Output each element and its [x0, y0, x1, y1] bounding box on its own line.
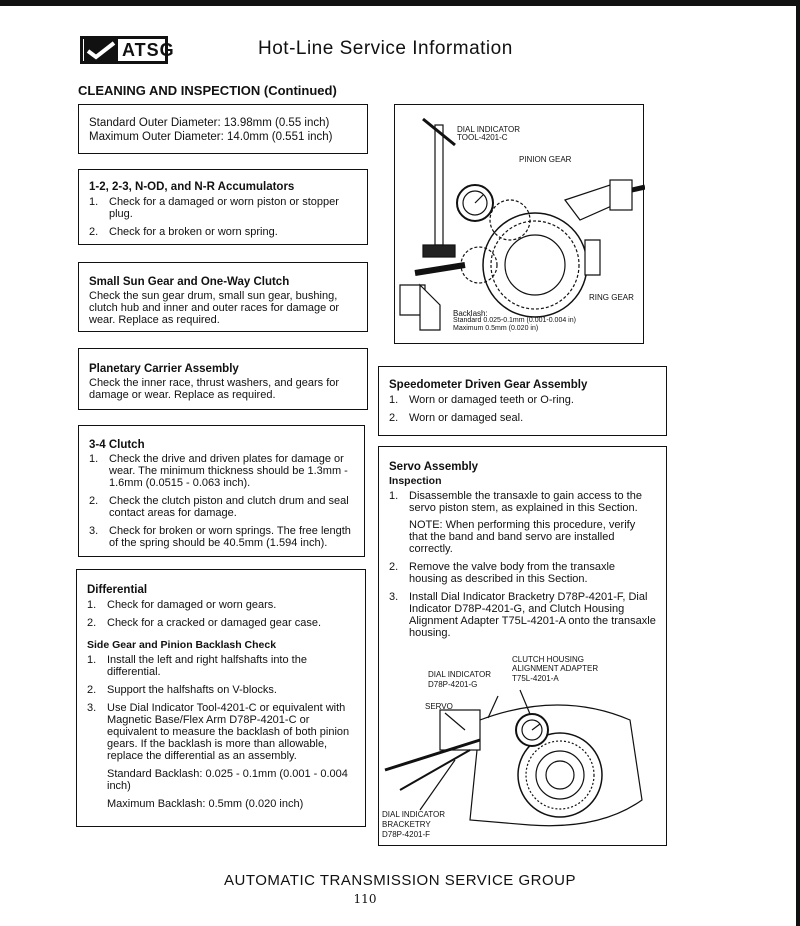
item-text: Install the left and right halfshafts into the differential.: [107, 654, 307, 678]
item-text: Support the halfshafts on V-blocks.: [107, 684, 277, 696]
list-item: [389, 591, 656, 639]
item-number: 1.: [389, 490, 399, 502]
page-header-title: Hot-Line Service Information: [258, 38, 513, 59]
item-text: Install Dial Indicator Bracketry D78P-4201-F, Dial Indicator D78P-4201-G, and Clutch Housing Alignment Adapter T75L-4201-A onto the transaxle housing.: [409, 591, 656, 639]
item-number: 1.: [87, 654, 97, 666]
list-item: [89, 525, 354, 549]
item-text: Use Dial Indicator Tool-4201-C or equivalent with Magnetic Base/Flex Arm D78P-4201-C or equivalent to measure the backlash of both pinion gears. If the backlash is more than allowable, replace the differential as an assembly.: [107, 702, 350, 762]
item-text: Check for a damaged or worn piston or stopper plug.: [109, 196, 339, 220]
accumulators-title: 1-2, 2-3, N-OD, and N-R Accumulators: [89, 181, 295, 193]
item-number: 3.: [87, 702, 97, 714]
pinion-gear-label: PINION GEAR: [519, 155, 572, 164]
item-text: Check the clutch piston and clutch drum and seal contact areas for damage.: [109, 495, 349, 519]
diameter-standard: Standard Outer Diameter: 13.98mm (0.55 inch): [89, 117, 330, 129]
page-number: 110: [353, 892, 377, 906]
list-item: [389, 394, 656, 406]
item-text: Check for damaged or worn gears.: [107, 599, 277, 611]
list-item: [89, 196, 357, 220]
backlash-maximum: Maximum 0.5mm (0.020 in): [453, 325, 539, 332]
right-border: [796, 0, 800, 926]
diameter-maximum: Maximum Outer Diameter: 14.0mm (0.551 inch): [89, 131, 333, 143]
list-item: [89, 226, 357, 238]
tool-label: TOOL-4201-C: [457, 133, 508, 142]
item-text: Worn or damaged teeth or O-ring.: [409, 394, 574, 406]
list-item: [89, 453, 354, 489]
checkmark-logo-icon: [84, 39, 118, 61]
inspection-subtitle: Inspection: [389, 475, 442, 487]
item-number: 3.: [89, 525, 99, 537]
bracketry-label-1: DIAL INDICATOR: [382, 810, 445, 819]
dial-indicator-label: DIAL INDICATOR: [457, 125, 520, 134]
item-number: 1.: [89, 196, 99, 208]
servo-note: NOTE: When performing this procedure, verify that the band and band servo are installed correctly.: [409, 519, 636, 555]
item-number: 1.: [89, 453, 99, 465]
item-number: 3.: [389, 591, 399, 603]
item-text: Remove the valve body from the transaxle housing as described in this Section.: [409, 561, 616, 585]
clutch34-title: 3-4 Clutch: [89, 439, 145, 451]
speedometer-title: Speedometer Driven Gear Assembly: [389, 379, 588, 391]
atsg-logo: [80, 36, 175, 64]
backlash-figure: [394, 104, 644, 344]
item-number: 2.: [87, 684, 97, 696]
diameter-box: [78, 104, 368, 154]
item-text: Check for a broken or worn spring.: [109, 226, 278, 238]
item-text: Check the drive and driven plates for damage or wear. The minimum thickness should be 1.3mm - 1.6mm (0.0515 - 0.063 inch).: [109, 453, 348, 489]
item-text: Worn or damaged seal.: [409, 412, 524, 424]
footer-org: AUTOMATIC TRANSMISSION SERVICE GROUP: [224, 872, 576, 889]
dial-indicator-part-label: D78P-4201-G: [428, 680, 478, 689]
list-item: [87, 599, 355, 611]
item-number: 2.: [89, 226, 99, 238]
standard-backlash: Standard Backlash: 0.025 - 0.1mm (0.001 - 0.004 inch): [107, 768, 348, 792]
list-item: [389, 561, 656, 585]
max-backlash: Maximum Backlash: 0.5mm (0.020 inch): [107, 798, 304, 810]
planetary-title: Planetary Carrier Assembly: [89, 363, 239, 375]
item-number: 2.: [389, 561, 399, 573]
planetary-box: [78, 348, 368, 410]
servo-title: Servo Assembly: [389, 461, 479, 473]
accumulators-box: [78, 169, 368, 245]
list-item: [87, 617, 355, 629]
list-item: [389, 490, 656, 514]
backlash-standard: Standard 0.025-0.1mm (0.001-0.004 in): [453, 317, 576, 324]
sun-gear-title: Small Sun Gear and One-Way Clutch: [89, 276, 290, 288]
list-item: [389, 412, 656, 424]
sun-gear-box: [78, 262, 368, 332]
bracketry-label-2: BRACKETRY: [382, 820, 431, 829]
differential-box: [76, 569, 366, 827]
ring-gear-label: RING GEAR: [589, 293, 634, 302]
differential-title: Differential: [87, 584, 148, 596]
list-item: [89, 495, 354, 519]
item-number: 1.: [389, 394, 399, 406]
item-number: 2.: [87, 617, 97, 629]
item-text: Check for broken or worn springs. The free length of the spring should be 40.5mm (1.594 inch).: [109, 525, 351, 549]
planetary-text: Check the inner race, thrust washers, and gears for damage or wear. Replace as required.: [89, 377, 340, 401]
list-item: [87, 684, 355, 696]
dial-indicator-label: DIAL INDICATOR: [428, 670, 491, 679]
item-number: 1.: [87, 599, 97, 611]
sun-gear-text: Check the sun gear drum, small sun gear, bushing, clutch hub and inner and outer races for damage or wear. Replace as required.: [89, 290, 340, 326]
clutch-housing-label: CLUTCH HOUSING: [512, 655, 585, 664]
logo-text: ATSG: [122, 39, 175, 60]
section-title: CLEANING AND INSPECTION (Continued): [78, 83, 337, 98]
backlash-illustration: [395, 105, 645, 345]
backlash-label: Backlash:: [453, 309, 488, 318]
adapter-part-label: T75L-4201-A: [512, 674, 559, 683]
bracketry-part-label: D78P-4201-F: [382, 830, 431, 839]
item-text: Check for a cracked or damaged gear case.: [107, 617, 322, 629]
list-item: [87, 654, 355, 678]
item-text: Disassemble the transaxle to gain access to the servo piston stem, as explained in this Section.: [409, 490, 642, 514]
top-border: [0, 0, 800, 6]
item-number: 2.: [89, 495, 99, 507]
item-number: 2.: [389, 412, 399, 424]
backlash-check-subtitle: Side Gear and Pinion Backlash Check: [87, 639, 277, 651]
servo-label: SERVO: [425, 702, 453, 711]
speedometer-box: [378, 366, 667, 436]
list-item: [87, 702, 355, 762]
servo-figure: [380, 650, 665, 844]
clutch34-box: [78, 425, 365, 557]
alignment-adapter-label: ALIGNMENT ADAPTER: [512, 664, 599, 673]
